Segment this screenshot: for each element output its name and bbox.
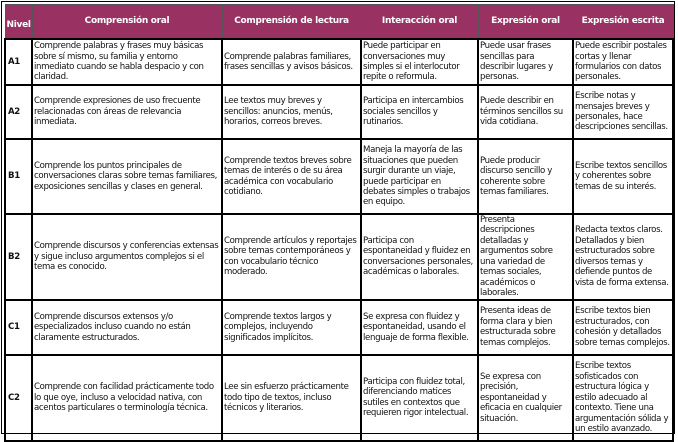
cell-expresion-oral: Presenta ideas de forma clara y bien estructurada sobre temas complejos.: [478, 300, 573, 355]
table-frame: [1, 1, 675, 434]
cell-expresion-oral: Puede usar frases sencillas para describir lugares y personas.: [478, 39, 573, 85]
cell-expresion-escrita: Escribe notas y mensajes breves y personales, hace descripciones sencillas.: [573, 85, 673, 139]
level-cell: C1: [5, 300, 32, 355]
table-row: [5, 139, 673, 214]
table-row: [5, 355, 673, 441]
cell-comprension-lectura: Comprende palabras familiares, frases sencillas y avisos básicos.: [222, 39, 361, 85]
table-row: [5, 300, 673, 355]
cell-interaccion-oral: Participa con espontaneidad y fluidez en conversaciones personales, académicas o laborales.: [361, 214, 478, 300]
header-row: [5, 5, 673, 40]
cell-interaccion-oral: Puede participar en conversaciones muy simples si el interlocutor repite o reformula.: [361, 39, 478, 85]
header-expresion-oral: Expresión oral: [478, 5, 573, 40]
cell-expresion-oral: Puede producir discurso sencillo y coherente sobre temas familiares.: [478, 139, 573, 214]
cell-comprension-oral: Comprende palabras y frases muy básicas sobre sí mismo, su familia y entorno inmediato cuando se habla despacio y con claridad.: [32, 39, 222, 85]
cell-interaccion-oral: Participa con fluidez total, diferenciando matices sutiles en contextos que requieren rigor intelectual.: [361, 355, 478, 441]
cell-comprension-oral: Comprende discursos y conferencias extensas y sigue incluso argumentos complejos si el tema es conocido.: [32, 214, 222, 300]
cell-interaccion-oral: Participa en intercambios sociales sencillos y rutinarios.: [361, 85, 478, 139]
cell-expresion-escrita: Puede escribir postales cortas y llenar formularios con datos personales.: [573, 39, 673, 85]
cell-interaccion-oral: Maneja la mayoría de las situaciones que pueden surgir durante un viaje, puede participar en debates simples o trabajos en equipo.: [361, 139, 478, 214]
header-comprension-oral: Comprensión oral: [32, 5, 222, 40]
cell-comprension-oral: Comprende discursos extensos y/o especializados incluso cuando no están claramente estructurados.: [32, 300, 222, 355]
cell-comprension-oral: Comprende con facilidad prácticamente todo lo que oye, incluso a velocidad nativa, con acentos particulares o terminología técnica.: [32, 355, 222, 441]
level-cell: A1: [5, 39, 32, 85]
cell-expresion-oral: Se expresa con precisión, espontaneidad y eficacia en cualquier situación.: [478, 355, 573, 441]
cell-comprension-oral: Comprende expresiones de uso frecuente relacionadas con áreas de relevancia inmediata.: [32, 85, 222, 139]
header-interaccion-oral: Interacción oral: [361, 5, 478, 40]
cell-comprension-lectura: Lee textos muy breves y sencillos: anuncios, menús, horarios, correos breves.: [222, 85, 361, 139]
cell-comprension-lectura: Lee sin esfuerzo prácticamente todo tipo de textos, incluso técnicos y literarios.: [222, 355, 361, 441]
cell-expresion-escrita: Redacta textos claros. Detallados y bien estructurados sobre diversos temas y defiende puntos de vista de forma extensa.: [573, 214, 673, 300]
table-row: [5, 39, 673, 85]
cell-expresion-oral: Presenta descripciones detalladas y argumentos sobre una variedad de temas sociales, académicos o laborales.: [478, 214, 573, 300]
cell-interaccion-oral: Se expresa con fluidez y espontaneidad, usando el lenguaje de forma flexible.: [361, 300, 478, 355]
cell-expresion-escrita: Escribe textos bien estructurados, con cohesión y detallados sobre temas complejos.: [573, 300, 673, 355]
level-cell: A2: [5, 85, 32, 139]
level-cell: B2: [5, 214, 32, 300]
cell-expresion-escrita: Escribe textos sofisticados con estructura lógica y estilo adecuado al contexto. Tiene una argumentación sólida y un estilo avanzado.: [573, 355, 673, 441]
header-nivel: Nivel: [5, 5, 32, 40]
cell-comprension-lectura: Comprende textos largos y complejos, incluyendo significados implícitos.: [222, 300, 361, 355]
table-row: [5, 214, 673, 300]
cell-expresion-escrita: Escribe textos sencillos y coherentes sobre temas de su interés.: [573, 139, 673, 214]
header-comprension-lectura: Comprensión de lectura: [222, 5, 361, 40]
cell-comprension-oral: Comprende los puntos principales de conversaciones claras sobre temas familiares, exposiciones sencillas y clases en general.: [32, 139, 222, 214]
table-row: [5, 85, 673, 139]
level-cell: C2: [5, 355, 32, 441]
cell-expresion-oral: Puede describir en términos sencillos su vida cotidiana.: [478, 85, 573, 139]
cefr-levels-table: [4, 4, 674, 442]
header-expresion-escrita: Expresión escrita: [573, 5, 673, 40]
cell-comprension-lectura: Comprende textos breves sobre temas de interés o de su área académica con vocabulario cotidiano.: [222, 139, 361, 214]
level-cell: B1: [5, 139, 32, 214]
cell-comprension-lectura: Comprende artículos y reportajes sobre temas contemporáneos y con vocabulario técnico moderado.: [222, 214, 361, 300]
